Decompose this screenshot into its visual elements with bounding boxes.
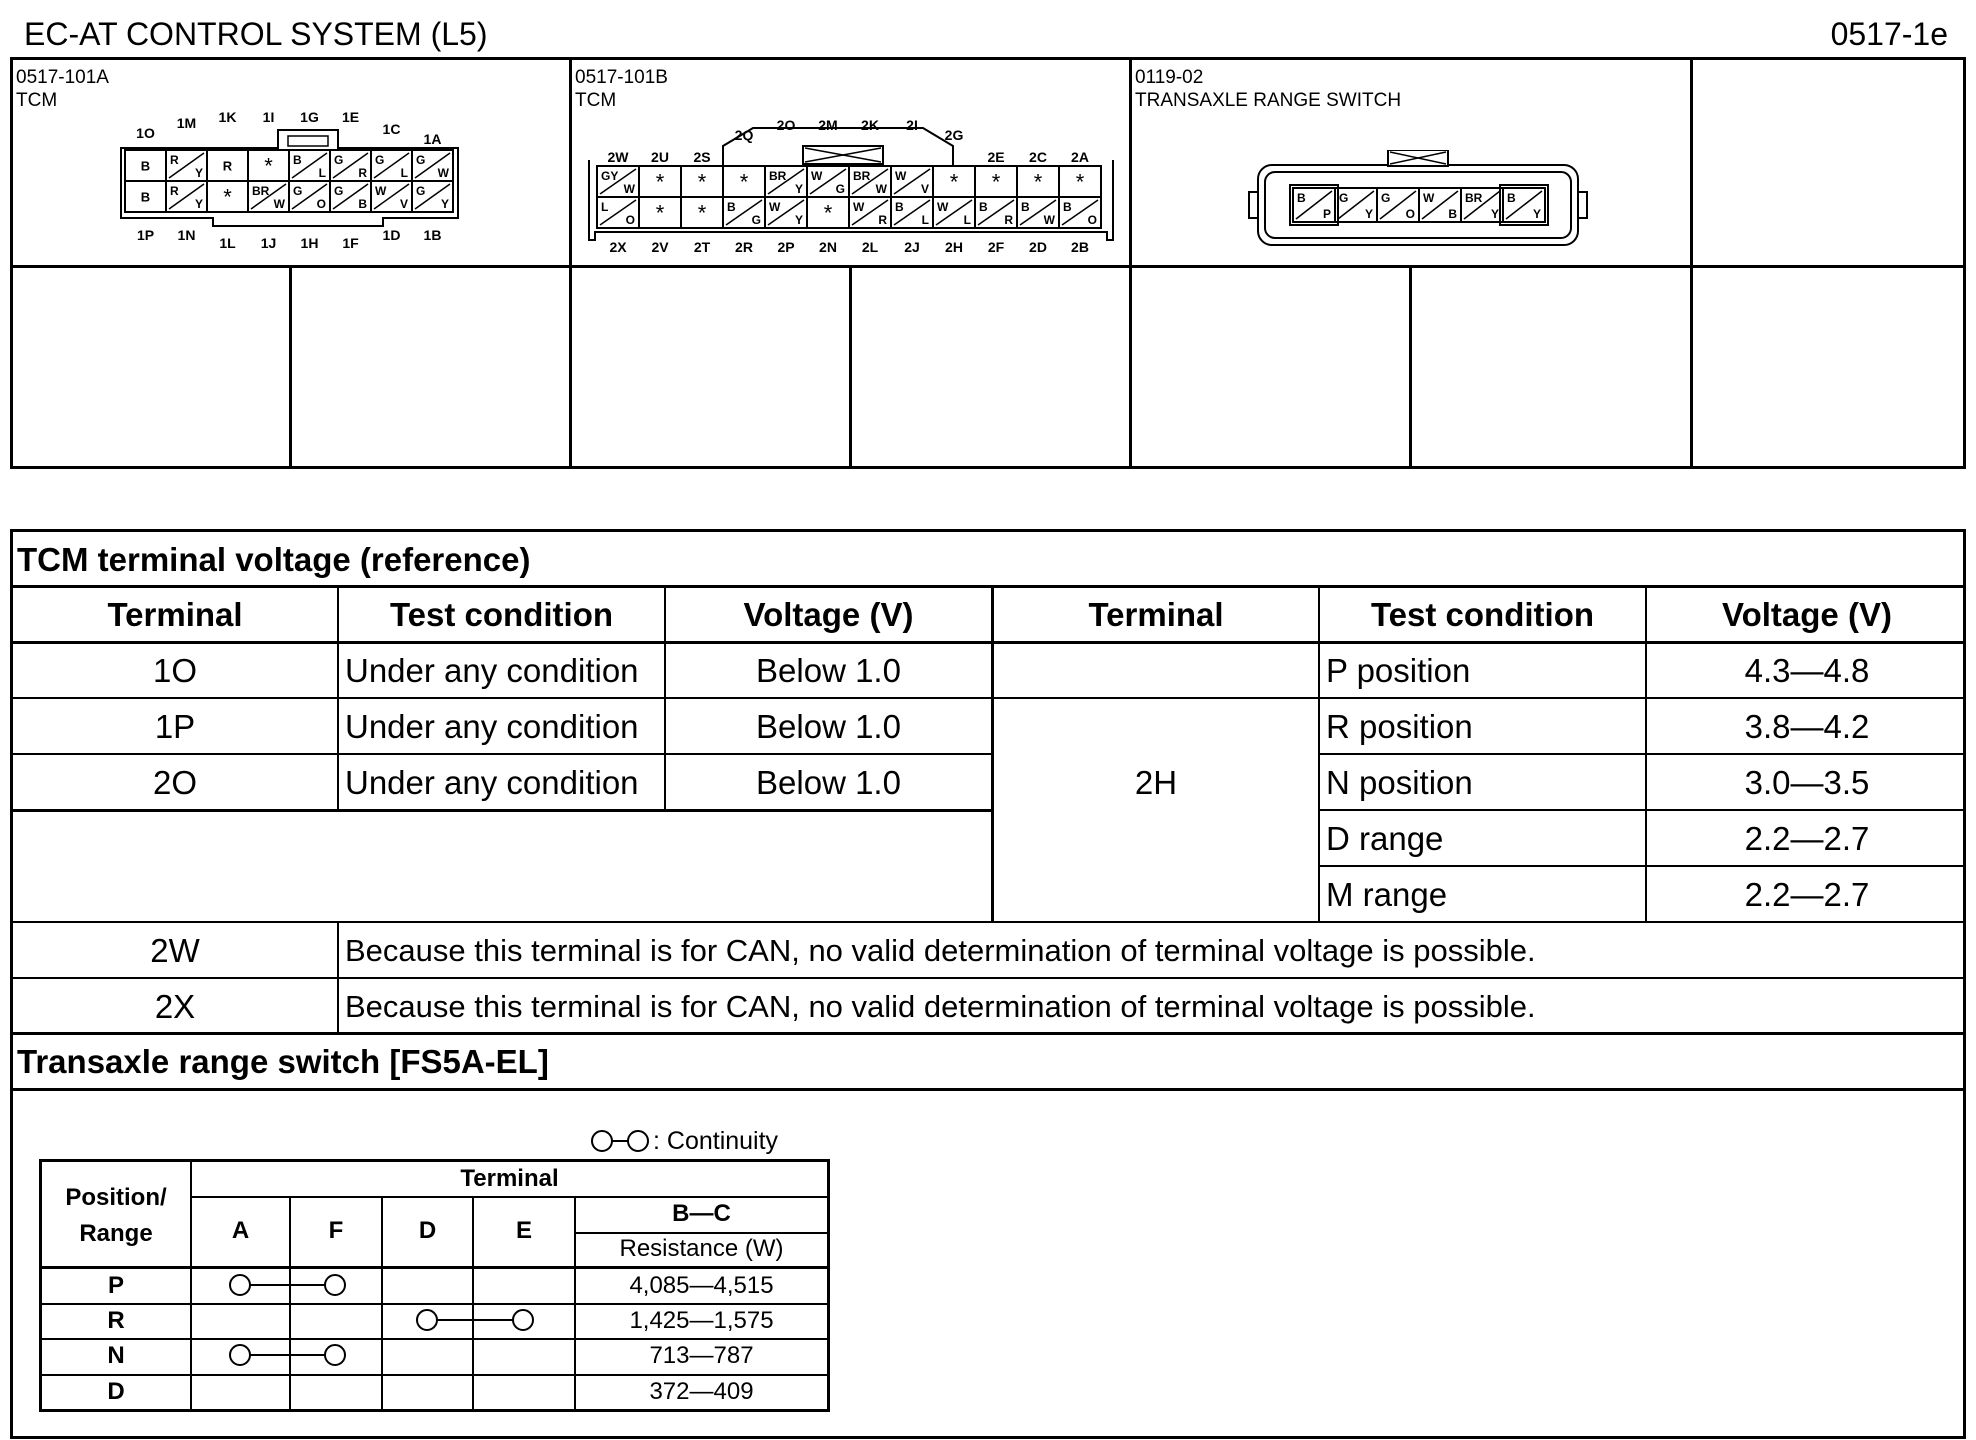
terminal-cell: 2X <box>154 988 196 1025</box>
resistance-cell: 372—409 <box>649 1378 754 1405</box>
unused-mark: * <box>655 169 665 195</box>
terminal-cell <box>597 166 639 197</box>
wire-color-primary: B <box>1021 200 1030 214</box>
wire-color-secondary: O <box>625 213 635 227</box>
connector-code: 0119-02 <box>1135 67 1204 88</box>
terminal-cell <box>891 197 933 228</box>
voltage-cell: 2.2—2.7 <box>1744 876 1870 913</box>
header-col-a: A <box>231 1217 250 1244</box>
terminal-cell <box>1059 166 1101 197</box>
condition-cell: M range <box>1326 876 1448 913</box>
pin-label: 2B <box>1071 239 1089 255</box>
terminal-cell <box>975 166 1017 197</box>
terminal-cell <box>891 166 933 197</box>
connector-label-c <box>1135 66 1401 112</box>
continuity-node <box>417 1310 437 1330</box>
terminal-cell <box>1293 188 1335 222</box>
pin-label: 2I <box>906 117 918 133</box>
wire-color-secondary: W <box>437 166 449 180</box>
terminal-cell <box>125 181 166 212</box>
wire-color-primary: L <box>601 200 609 214</box>
terminal-cell <box>412 150 453 181</box>
wire-color-primary: G <box>416 153 426 167</box>
wire-color-primary: BR <box>252 184 270 198</box>
wire-color-primary: B <box>979 200 988 214</box>
terminal-cell <box>1059 197 1101 228</box>
header-col-e: E <box>515 1217 532 1244</box>
connector-name: TCM <box>575 90 617 111</box>
unused-mark: * <box>739 169 749 195</box>
wire-color-secondary: R <box>878 213 887 227</box>
voltage-cell: Below 1.0 <box>756 652 901 689</box>
terminal-cell <box>723 197 765 228</box>
voltage-cell: 3.8—4.2 <box>1744 708 1870 745</box>
continuity-node <box>230 1275 250 1295</box>
continuity-legend-label: : Continuity <box>653 1127 779 1155</box>
wire-color-primary: G <box>1339 191 1349 205</box>
pin-label: 1H <box>300 235 319 250</box>
wire-color-secondary: W <box>1043 213 1055 227</box>
unused-mark: * <box>823 200 833 226</box>
header-terminal: Terminal <box>1088 596 1224 633</box>
wire-color-primary: R <box>170 153 179 167</box>
pin-label: 2F <box>987 239 1005 255</box>
position-cell: N <box>107 1342 125 1369</box>
pin-label: 2A <box>1071 149 1089 165</box>
wire-color-secondary: Y <box>1364 207 1373 221</box>
terminal-cell <box>207 181 248 212</box>
header-test-condition: Test condition <box>389 596 614 633</box>
voltage-cell: 3.0—3.5 <box>1744 764 1870 801</box>
wire-color-primary: G <box>293 184 303 198</box>
lock-tab <box>278 130 338 150</box>
divider <box>1690 60 1693 466</box>
unused-mark: * <box>697 200 707 226</box>
pin-label: 1E <box>341 109 360 125</box>
pin-label: 1J <box>260 235 277 250</box>
connector-code: 0517-101A <box>16 67 109 88</box>
position-cell: D <box>107 1378 125 1405</box>
continuity-marker <box>225 1340 350 1370</box>
rule <box>190 1162 192 1409</box>
terminal-cell <box>933 166 975 197</box>
condition-cell: R position <box>1326 708 1473 745</box>
pin-label: 2E <box>987 149 1005 165</box>
terminal-cell <box>1335 188 1377 222</box>
header-bc: B—C <box>672 1200 731 1227</box>
wire-color-primary: G <box>416 184 426 198</box>
terminal-cell <box>723 166 765 197</box>
connector-name: TCM <box>16 90 58 111</box>
pin-label: 2U <box>651 149 669 165</box>
pin-label: 1K <box>218 109 237 125</box>
rule <box>42 1374 827 1376</box>
wire-color-secondary: L <box>921 213 929 227</box>
wire-color-secondary: Y <box>1490 207 1499 221</box>
terminal-cell <box>289 181 330 212</box>
terminal-cell <box>289 150 330 181</box>
terminal-cell <box>166 150 207 181</box>
terminal-cell <box>639 166 681 197</box>
wire-color-primary: R <box>170 184 179 198</box>
wire-color-secondary: L <box>400 166 408 180</box>
wire-color-secondary: B <box>358 197 367 211</box>
pin-label: 2J <box>904 239 920 255</box>
pin-label: 2M <box>818 117 838 133</box>
pin-label: 2K <box>861 117 879 133</box>
terminal-cell <box>1377 188 1419 222</box>
voltage-section <box>10 529 1966 1439</box>
header-test-condition: Test condition <box>1370 596 1595 633</box>
voltage-cell: 4.3—4.8 <box>1744 652 1870 689</box>
connector-code: 0517-101B <box>575 67 668 88</box>
voltage-table-title: TCM terminal voltage (reference) <box>17 541 531 578</box>
terminal-cell <box>330 150 371 181</box>
wire-color-secondary: P <box>1322 207 1331 221</box>
pin-label: 1A <box>423 131 442 147</box>
resistance-cell: 1,425—1,575 <box>629 1307 774 1334</box>
pin-label: 2P <box>777 239 795 255</box>
position-cell: P <box>107 1272 124 1299</box>
wire-color-secondary: R <box>358 166 367 180</box>
terminal-cell <box>1017 166 1059 197</box>
pin-label: 1I <box>262 109 275 125</box>
rule <box>191 1196 827 1198</box>
wire-color-secondary: O <box>316 197 326 211</box>
range-switch-table <box>39 1159 830 1412</box>
wire-color-secondary: L <box>963 213 971 227</box>
header-voltage: Voltage (V) <box>743 596 914 633</box>
wire-color-primary: B <box>727 200 736 214</box>
terminal-cell: 1P <box>154 708 196 745</box>
terminal-cell <box>849 197 891 228</box>
can-note: Because this terminal is for CAN, no valid determination of terminal voltage is possible. <box>345 989 1536 1024</box>
divider <box>1409 265 1412 466</box>
can-note: Because this terminal is for CAN, no valid determination of terminal voltage is possible. <box>345 933 1536 968</box>
continuity-legend-icon <box>590 1126 650 1156</box>
wire-color-secondary: L <box>318 166 326 180</box>
header-col-f: F <box>328 1217 344 1244</box>
terminal-cell <box>975 197 1017 228</box>
terminal-cell <box>597 197 639 228</box>
wire-color-primary: G <box>1381 191 1391 205</box>
condition-cell: Under any condition <box>345 708 639 745</box>
header-terminal: Terminal <box>460 1165 559 1192</box>
connector-key <box>1578 192 1587 218</box>
terminal-cell <box>1419 188 1461 222</box>
pin-label: 1G <box>300 109 319 125</box>
wire-color-primary: B <box>1507 191 1516 205</box>
terminal-cell-merged: 2H <box>1134 764 1178 801</box>
divider <box>1129 60 1132 466</box>
voltage-cell: Below 1.0 <box>756 708 901 745</box>
pin-label: 2C <box>1029 149 1047 165</box>
unused-mark: * <box>991 169 1001 195</box>
divider <box>13 265 1963 268</box>
connector-label-a <box>16 66 109 112</box>
pin-label: 2D <box>1029 239 1047 255</box>
continuity-node <box>325 1275 345 1295</box>
pin-label: 2L <box>861 239 879 255</box>
wire-color-primary: B <box>140 189 151 205</box>
wire-color-primary: B <box>293 153 302 167</box>
wire-color-primary: W <box>937 200 949 214</box>
wire-color-primary: BR <box>769 169 787 183</box>
wire-color-secondary: Y <box>794 213 803 227</box>
pin-label: 2V <box>651 239 669 255</box>
wire-color-secondary: G <box>835 182 845 196</box>
unused-mark: * <box>949 169 959 195</box>
terminal-cell <box>807 166 849 197</box>
terminal-cell: 2O <box>152 764 198 801</box>
wire-color-primary: G <box>375 153 385 167</box>
wire-color-primary: BR <box>853 169 871 183</box>
terminal-cell <box>681 197 723 228</box>
continuity-node <box>230 1345 250 1365</box>
pin-label: 2W <box>607 149 629 165</box>
wire-color-secondary: R <box>1004 213 1013 227</box>
wire-color-secondary: W <box>623 182 635 196</box>
terminal-cell <box>371 150 412 181</box>
wire-color-secondary: O <box>1405 207 1415 221</box>
resistance-cell: 4,085—4,515 <box>629 1272 774 1299</box>
wire-color-primary: B <box>895 200 904 214</box>
connector-key <box>1249 192 1258 218</box>
terminal-cell <box>125 150 166 181</box>
continuity-marker <box>225 1270 350 1300</box>
terminal-cell <box>371 181 412 212</box>
connector-a-svg <box>113 100 513 250</box>
continuity-marker <box>412 1305 538 1335</box>
page-title: EC-AT CONTROL SYSTEM (L5) <box>24 16 488 52</box>
terminal-cell <box>765 197 807 228</box>
wire-color-secondary: V <box>920 182 929 196</box>
wire-color-primary: B <box>140 158 151 174</box>
pin-label: 1C <box>382 121 401 137</box>
terminal-cell <box>933 197 975 228</box>
range-switch-title: Transaxle range switch [FS5A-EL] <box>17 1043 549 1080</box>
terminal-cell <box>1503 188 1545 222</box>
rule <box>42 1266 827 1269</box>
wire-color-primary: B <box>1297 191 1306 205</box>
wire-color-secondary: Y <box>794 182 803 196</box>
header-position: Position/ <box>65 1184 167 1211</box>
terminal-cell <box>765 166 807 197</box>
header-range: Range <box>79 1220 153 1247</box>
wire-color-primary: W <box>769 200 781 214</box>
pin-label: 2X <box>609 239 627 255</box>
wire-color-secondary: Y <box>194 197 203 211</box>
pin-label: 2O <box>776 117 796 133</box>
wire-color-secondary: Y <box>194 166 203 180</box>
position-cell: R <box>107 1307 125 1334</box>
pin-label: 2Q <box>734 127 754 143</box>
pin-label: 2N <box>819 239 837 255</box>
terminal-cell <box>248 181 289 212</box>
wire-color-secondary: B <box>1448 207 1457 221</box>
wire-color-primary: W <box>1423 191 1435 205</box>
unused-mark: * <box>1033 169 1043 195</box>
wire-color-primary: R <box>222 158 233 174</box>
rule <box>42 1338 827 1340</box>
unused-mark: * <box>1075 169 1085 195</box>
pin-label: 1O <box>136 125 155 141</box>
wire-color-secondary: O <box>1087 213 1097 227</box>
pin-label: 1F <box>342 235 359 250</box>
terminal-cell <box>412 181 453 212</box>
divider <box>569 60 572 466</box>
unused-mark: * <box>223 184 232 210</box>
unused-mark: * <box>697 169 707 195</box>
header-terminal: Terminal <box>107 596 243 633</box>
rule <box>576 1232 827 1234</box>
pin-label: 1D <box>382 227 401 243</box>
condition-cell: P position <box>1326 652 1471 689</box>
connector-c-svg <box>1243 150 1603 260</box>
terminal-cell <box>681 166 723 197</box>
voltage-cell: Below 1.0 <box>756 764 901 801</box>
resistance-cell: 713—787 <box>649 1342 754 1369</box>
header-col-d: D <box>418 1217 437 1244</box>
wire-color-primary: W <box>375 184 387 198</box>
wire-color-secondary: Y <box>440 197 449 211</box>
pin-label: 1B <box>423 227 442 243</box>
terminal-cell <box>1017 197 1059 228</box>
header-resistance: Resistance (W) <box>619 1235 784 1262</box>
connector-b-svg <box>583 100 1123 260</box>
terminal-cell <box>166 181 207 212</box>
condition-cell: Under any condition <box>345 652 639 689</box>
terminal-cell: 1O <box>152 652 198 689</box>
pin-label: 1N <box>177 227 196 243</box>
rule <box>337 921 339 1034</box>
pin-label: 2G <box>944 127 964 143</box>
terminal-cell <box>849 166 891 197</box>
wire-color-primary: W <box>853 200 865 214</box>
condition-cell: D range <box>1326 820 1444 857</box>
wire-color-secondary: Y <box>1532 207 1541 221</box>
terminal-cell: 2W <box>150 932 200 969</box>
wire-color-primary: G <box>334 153 344 167</box>
pin-label: 2H <box>945 239 963 255</box>
connector-panel <box>10 57 1966 469</box>
wire-color-secondary: V <box>399 197 408 211</box>
wire-color-secondary: W <box>875 182 887 196</box>
wire-color-primary: BR <box>1465 191 1483 205</box>
terminal-cell <box>207 150 248 181</box>
pin-label: 2R <box>735 239 753 255</box>
pin-label: 1L <box>219 235 236 250</box>
pin-label: 2S <box>693 149 711 165</box>
condition-cell: Under any condition <box>345 764 639 801</box>
terminal-cell <box>1461 188 1503 222</box>
terminal-cell <box>248 150 289 181</box>
continuity-node <box>325 1345 345 1365</box>
divider <box>849 265 852 466</box>
condition-cell: N position <box>1326 764 1473 801</box>
wire-color-primary: GY <box>601 169 619 183</box>
wire-color-secondary: W <box>273 197 285 211</box>
divider <box>289 265 292 466</box>
wire-color-secondary: G <box>751 213 761 227</box>
connector-name: TRANSAXLE RANGE SWITCH <box>1135 90 1402 111</box>
header-voltage: Voltage (V) <box>1722 596 1892 633</box>
wire-color-primary: G <box>334 184 344 198</box>
terminal-cell <box>639 197 681 228</box>
wire-color-primary: B <box>1063 200 1072 214</box>
unused-mark: * <box>655 200 665 226</box>
wire-color-primary: W <box>895 169 907 183</box>
pin-label: 1P <box>136 227 155 243</box>
continuity-node <box>513 1310 533 1330</box>
voltage-cell: 2.2—2.7 <box>1744 820 1870 857</box>
pin-label: 2T <box>693 239 711 255</box>
wire-color-primary: W <box>811 169 823 183</box>
page-code: 0517-1e <box>1830 16 1948 52</box>
pin-label: 1M <box>176 115 197 131</box>
terminal-cell <box>807 197 849 228</box>
unused-mark: * <box>264 153 273 179</box>
terminal-cell <box>330 181 371 212</box>
